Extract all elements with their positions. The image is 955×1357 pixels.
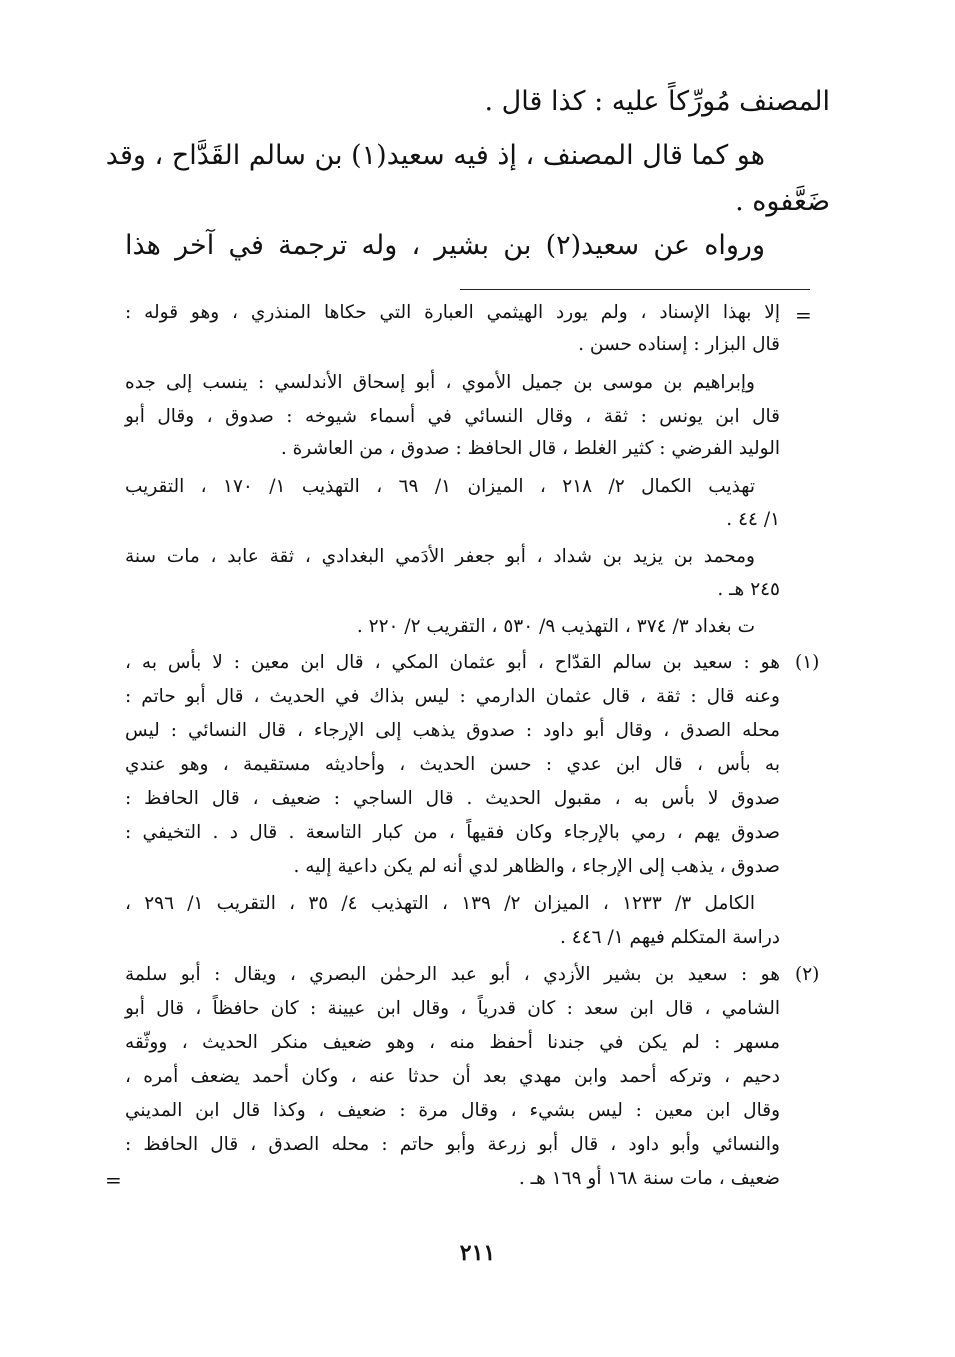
footnote-1-line: صدوق يهم ، رمي بالإرجاء وكان فقيهاً ، من كبار التاسعة . قال د . التخيفي : bbox=[125, 822, 780, 843]
footnote-cont-line: قال البزار : إسناده حسن . bbox=[578, 334, 780, 355]
footnote-cont-line: ومحمد بن يزيد بن شداد ، أبو جعفر الأدَمي البغدادي ، ثقة عابد ، مات سنة bbox=[125, 546, 755, 567]
footnote-cont-line: ت بغداد ٣/ ٣٧٤ ، التهذيب ٩/ ٥٣٠ ، التقريب ٢/ ٢٢٠ . bbox=[356, 616, 755, 637]
footnote-2-marker: (٢) bbox=[795, 964, 820, 985]
main-text-line-1: المصنف مُورِّكاً عليه : كذا قال . bbox=[484, 86, 830, 117]
footnote-1-line: دراسة المتكلم فيهم ١/ ٤٤٦ . bbox=[560, 927, 780, 948]
footnote-cont-line: ٢٤٥ هـ . bbox=[717, 579, 780, 600]
footnote-1-line: صدوق ، يذهب إلى الإرجاء ، والظاهر لدي أنه لم يكن داعية إليه . bbox=[293, 856, 780, 877]
footnote-1-line: الكامل ٣/ ١٢٣٣ ، الميزان ٢/ ١٣٩ ، التهذيب ٤/ ٣٥ ، التقريب ١/ ٢٩٦ ، bbox=[125, 893, 755, 914]
footnote-separator bbox=[460, 289, 810, 290]
page-number: ٢١١ bbox=[459, 1240, 496, 1266]
footnote-2-line: دحيم ، وتركه أحمد وابن مهدي بعد أن حدثا عنه ، وكان أحمد يضعف أمره ، bbox=[125, 1066, 780, 1087]
footnote-cont-line: وإبراهيم بن موسى بن جميل الأموي ، أبو إسحاق الأندلسي : ينسب إلى جده bbox=[125, 372, 755, 393]
footnote-1-line: به بأس ، قال ابن عدي : حسن الحديث ، وأحاديثه مستقيمة ، وهو عندي bbox=[125, 754, 780, 775]
footnote-1-line: صدوق لا بأس به ، مقبول الحديث . قال الساجي : ضعيف ، قال الحافظ : bbox=[125, 788, 780, 809]
footnote-2-line: الشامي ، قال ابن سعد : كان قدرياً ، وقال ابن عيينة : كان حافظاً ، قال أبو bbox=[125, 998, 780, 1019]
footnote-2-line: وقال ابن معين : ليس بشيء ، وقال مرة : ضعيف ، وكذا قال ابن المديني bbox=[125, 1100, 780, 1121]
main-text-line-3: ضَعَّفوه . bbox=[735, 186, 830, 217]
footnote-2-line: ضعيف ، مات سنة ١٦٨ أو ١٦٩ هـ . bbox=[518, 1168, 780, 1189]
footnote-2-line: مسهر : لم يكن في جندنا أحفظ منه ، وهو ضعيف منكر الحديث ، ووثّقه bbox=[125, 1032, 780, 1053]
footnote-cont-line: الوليد الفرضي : كثير الغلط ، قال الحافظ : صدوق ، من العاشرة . bbox=[280, 438, 780, 459]
footnote-1-line: هو : سعيد بن سالم القدّاح ، أبو عثمان المكي ، قال ابن معين : لا بأس به ، bbox=[125, 652, 780, 673]
footnote-cont-line: تهذيب الكمال ٢/ ٢١٨ ، الميزان ١/ ٦٩ ، التهذيب ١/ ١٧٠ ، التقريب bbox=[125, 476, 755, 497]
footnote-continuation-mark: = bbox=[105, 1168, 122, 1192]
main-text-line-4: ورواه عن سعيد(٢) بن بشير ، وله ترجمة في آخر هذا bbox=[125, 230, 766, 261]
footnote-1-line: محله الصدق ، وقال أبو داود : صدوق يذهب إلى الإرجاء ، قال النسائي : ليس bbox=[125, 720, 780, 741]
footnote-1-marker: (١) bbox=[795, 652, 820, 673]
footnote-2-line: هو : سعيد بن بشير الأزدي ، أبو عبد الرحمٰن البصري ، ويقال : أبو سلمة bbox=[125, 964, 780, 985]
footnote-cont-line: إلا بهذا الإسناد ، ولم يورد الهيثمي العبارة التي حكاها المنذري ، وهو قوله : bbox=[125, 302, 780, 323]
footnote-cont-line: ١/ ٤٤ . bbox=[726, 509, 780, 530]
footnote-2-line: والنسائي وأبو داود ، قال أبو زرعة وأبو حاتم : محله الصدق ، قال الحافظ : bbox=[125, 1134, 780, 1155]
main-text-line-2: هو كما قال المصنف ، إذ فيه سعيد(١) بن سالم القَدَّاح ، وقد bbox=[105, 140, 765, 171]
footnote-continuation-mark: = bbox=[795, 303, 812, 327]
footnote-cont-line: قال ابن يونس : ثقة ، وقال النسائي في أسماء شيوخه : صدوق ، وقال أبو bbox=[125, 406, 780, 427]
footnote-1-line: وعنه قال : ثقة ، قال عثمان الدارمي : ليس بذاك في الحديث ، قال أبو حاتم : bbox=[125, 686, 780, 707]
